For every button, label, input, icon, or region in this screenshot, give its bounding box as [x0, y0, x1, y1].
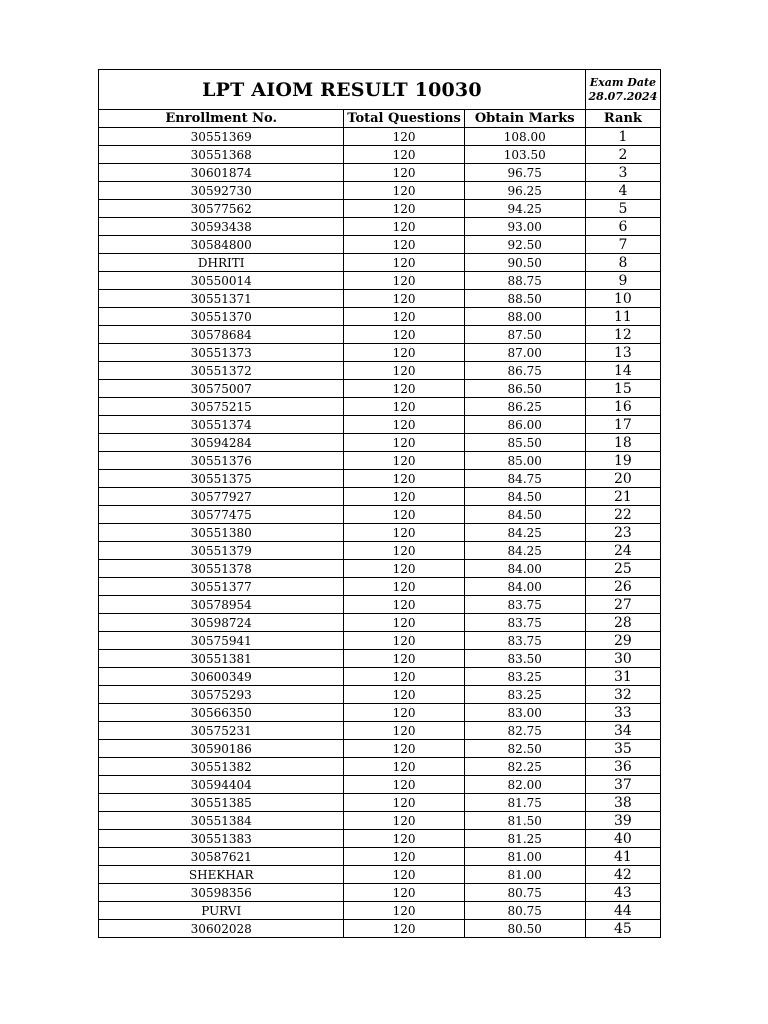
rank-cell: 43 — [585, 884, 660, 902]
total-questions-cell: 120 — [344, 830, 464, 848]
rank-cell: 39 — [585, 812, 660, 830]
total-questions-cell: 120 — [344, 164, 464, 182]
rank-cell: 13 — [585, 344, 660, 362]
total-questions-cell: 120 — [344, 236, 464, 254]
enrollment-cell: 30551371 — [99, 290, 344, 308]
column-header-row — [99, 110, 661, 128]
table-row — [99, 902, 661, 920]
enrollment-cell: 30551381 — [99, 650, 344, 668]
total-questions-cell: 120 — [344, 866, 464, 884]
rank-cell: 14 — [585, 362, 660, 380]
total-questions-cell: 120 — [344, 470, 464, 488]
obtain-marks-cell: 84.25 — [464, 524, 585, 542]
obtain-marks-cell: 84.50 — [464, 488, 585, 506]
obtain-marks-cell: 86.00 — [464, 416, 585, 434]
total-questions-cell: 120 — [344, 254, 464, 272]
total-questions-cell: 120 — [344, 614, 464, 632]
total-questions-cell: 120 — [344, 344, 464, 362]
obtain-marks-cell: 83.75 — [464, 596, 585, 614]
enrollment-cell: 30575007 — [99, 380, 344, 398]
rank-cell: 6 — [585, 218, 660, 236]
table-row — [99, 524, 661, 542]
obtain-marks-cell: 84.00 — [464, 578, 585, 596]
total-questions-cell: 120 — [344, 182, 464, 200]
exam-date-value: 28.07.2024 — [588, 89, 658, 103]
result-title: LPT AIOM RESULT 10030 — [99, 70, 586, 110]
table-row — [99, 632, 661, 650]
table-row — [99, 254, 661, 272]
enrollment-cell: 30550014 — [99, 272, 344, 290]
enrollment-cell: 30551383 — [99, 830, 344, 848]
enrollment-cell: 30551379 — [99, 542, 344, 560]
enrollment-cell: 30551384 — [99, 812, 344, 830]
enrollment-cell: 30593438 — [99, 218, 344, 236]
table-row — [99, 434, 661, 452]
enrollment-cell: 30578954 — [99, 596, 344, 614]
exam-date-cell — [585, 70, 660, 110]
total-questions-cell: 120 — [344, 380, 464, 398]
table-row — [99, 470, 661, 488]
obtain-marks-cell: 96.75 — [464, 164, 585, 182]
rank-cell: 32 — [585, 686, 660, 704]
table-row — [99, 866, 661, 884]
total-questions-cell: 120 — [344, 560, 464, 578]
title-row — [99, 70, 661, 110]
obtain-marks-cell: 81.00 — [464, 866, 585, 884]
total-questions-cell: 120 — [344, 434, 464, 452]
table-row — [99, 398, 661, 416]
table-row — [99, 740, 661, 758]
enrollment-cell: 30551368 — [99, 146, 344, 164]
enrollment-cell: 30587621 — [99, 848, 344, 866]
total-questions-cell: 120 — [344, 416, 464, 434]
obtain-marks-cell: 86.25 — [464, 398, 585, 416]
enrollment-cell: 30551374 — [99, 416, 344, 434]
enrollment-cell: 30551373 — [99, 344, 344, 362]
enrollment-cell: 30575231 — [99, 722, 344, 740]
enrollment-cell: 30590186 — [99, 740, 344, 758]
rank-cell: 9 — [585, 272, 660, 290]
total-questions-cell: 120 — [344, 902, 464, 920]
total-questions-cell: 120 — [344, 596, 464, 614]
rank-cell: 34 — [585, 722, 660, 740]
rank-cell: 41 — [585, 848, 660, 866]
table-row — [99, 758, 661, 776]
table-row — [99, 218, 661, 236]
table-row — [99, 848, 661, 866]
obtain-marks-cell: 90.50 — [464, 254, 585, 272]
total-questions-cell: 120 — [344, 200, 464, 218]
total-questions-cell: 120 — [344, 524, 464, 542]
table-row — [99, 272, 661, 290]
table-row — [99, 146, 661, 164]
table-row — [99, 164, 661, 182]
exam-date-label: Exam Date — [589, 75, 657, 89]
total-questions-cell: 120 — [344, 722, 464, 740]
enrollment-cell: 30602028 — [99, 920, 344, 938]
obtain-marks-cell: 94.25 — [464, 200, 585, 218]
enrollment-cell: 30577475 — [99, 506, 344, 524]
total-questions-cell: 120 — [344, 758, 464, 776]
total-questions-cell: 120 — [344, 218, 464, 236]
total-questions-cell: 120 — [344, 920, 464, 938]
enrollment-cell: 30584800 — [99, 236, 344, 254]
rank-cell: 26 — [585, 578, 660, 596]
column-header-rank: Rank — [585, 110, 660, 128]
rank-cell: 31 — [585, 668, 660, 686]
enrollment-cell: 30551375 — [99, 470, 344, 488]
enrollment-cell: 30575293 — [99, 686, 344, 704]
obtain-marks-cell: 83.00 — [464, 704, 585, 722]
table-row — [99, 362, 661, 380]
enrollment-cell: 30551372 — [99, 362, 344, 380]
obtain-marks-cell: 81.75 — [464, 794, 585, 812]
rank-cell: 20 — [585, 470, 660, 488]
table-row — [99, 200, 661, 218]
enrollment-cell: 30575941 — [99, 632, 344, 650]
obtain-marks-cell: 108.00 — [464, 128, 585, 146]
rank-cell: 44 — [585, 902, 660, 920]
rank-cell: 36 — [585, 758, 660, 776]
total-questions-cell: 120 — [344, 776, 464, 794]
rank-cell: 38 — [585, 794, 660, 812]
rank-cell: 27 — [585, 596, 660, 614]
rank-cell: 4 — [585, 182, 660, 200]
enrollment-cell: 30592730 — [99, 182, 344, 200]
rank-cell: 8 — [585, 254, 660, 272]
rank-cell: 12 — [585, 326, 660, 344]
table-row — [99, 650, 661, 668]
enrollment-cell: 30551385 — [99, 794, 344, 812]
total-questions-cell: 120 — [344, 146, 464, 164]
table-row — [99, 830, 661, 848]
table-row — [99, 776, 661, 794]
rank-cell: 33 — [585, 704, 660, 722]
obtain-marks-cell: 83.75 — [464, 614, 585, 632]
enrollment-cell: 30551377 — [99, 578, 344, 596]
total-questions-cell: 120 — [344, 128, 464, 146]
table-row — [99, 452, 661, 470]
total-questions-cell: 120 — [344, 884, 464, 902]
total-questions-cell: 120 — [344, 362, 464, 380]
enrollment-cell: SHEKHAR — [99, 866, 344, 884]
table-row — [99, 560, 661, 578]
rank-cell: 21 — [585, 488, 660, 506]
table-row — [99, 308, 661, 326]
rank-cell: 17 — [585, 416, 660, 434]
total-questions-cell: 120 — [344, 794, 464, 812]
enrollment-cell: 30551376 — [99, 452, 344, 470]
rank-cell: 11 — [585, 308, 660, 326]
enrollment-cell: 30551378 — [99, 560, 344, 578]
column-header-enrollment: Enrollment No. — [99, 110, 344, 128]
rank-cell: 2 — [585, 146, 660, 164]
rank-cell: 15 — [585, 380, 660, 398]
table-row — [99, 506, 661, 524]
enrollment-cell: 30551369 — [99, 128, 344, 146]
table-row — [99, 416, 661, 434]
table-row — [99, 380, 661, 398]
rank-cell: 37 — [585, 776, 660, 794]
rank-cell: 22 — [585, 506, 660, 524]
obtain-marks-cell: 82.25 — [464, 758, 585, 776]
enrollment-cell: 30598724 — [99, 614, 344, 632]
rank-cell: 28 — [585, 614, 660, 632]
obtain-marks-cell: 81.25 — [464, 830, 585, 848]
obtain-marks-cell: 82.00 — [464, 776, 585, 794]
obtain-marks-cell: 81.00 — [464, 848, 585, 866]
obtain-marks-cell: 85.00 — [464, 452, 585, 470]
rank-cell: 18 — [585, 434, 660, 452]
table-row — [99, 812, 661, 830]
table-row — [99, 326, 661, 344]
obtain-marks-cell: 83.25 — [464, 668, 585, 686]
obtain-marks-cell: 84.25 — [464, 542, 585, 560]
table-row — [99, 128, 661, 146]
column-header-obtain-marks: Obtain Marks — [464, 110, 585, 128]
obtain-marks-cell: 83.75 — [464, 632, 585, 650]
total-questions-cell: 120 — [344, 506, 464, 524]
obtain-marks-cell: 83.25 — [464, 686, 585, 704]
obtain-marks-cell: 80.75 — [464, 902, 585, 920]
rank-cell: 35 — [585, 740, 660, 758]
total-questions-cell: 120 — [344, 398, 464, 416]
enrollment-cell: PURVI — [99, 902, 344, 920]
total-questions-cell: 120 — [344, 632, 464, 650]
total-questions-cell: 120 — [344, 668, 464, 686]
enrollment-cell: 30551382 — [99, 758, 344, 776]
obtain-marks-cell: 84.50 — [464, 506, 585, 524]
obtain-marks-cell: 83.50 — [464, 650, 585, 668]
rank-cell: 42 — [585, 866, 660, 884]
total-questions-cell: 120 — [344, 542, 464, 560]
obtain-marks-cell: 88.75 — [464, 272, 585, 290]
table-row — [99, 794, 661, 812]
rank-cell: 24 — [585, 542, 660, 560]
table-row — [99, 488, 661, 506]
enrollment-cell: 30575215 — [99, 398, 344, 416]
table-row — [99, 614, 661, 632]
obtain-marks-cell: 86.50 — [464, 380, 585, 398]
total-questions-cell: 120 — [344, 650, 464, 668]
enrollment-cell: 30601874 — [99, 164, 344, 182]
rank-cell: 7 — [585, 236, 660, 254]
total-questions-cell: 120 — [344, 488, 464, 506]
rank-cell: 45 — [585, 920, 660, 938]
total-questions-cell: 120 — [344, 686, 464, 704]
rank-cell: 10 — [585, 290, 660, 308]
rank-cell: 40 — [585, 830, 660, 848]
obtain-marks-cell: 86.75 — [464, 362, 585, 380]
total-questions-cell: 120 — [344, 326, 464, 344]
table-row — [99, 596, 661, 614]
enrollment-cell: 30566350 — [99, 704, 344, 722]
enrollment-cell: 30594404 — [99, 776, 344, 794]
total-questions-cell: 120 — [344, 272, 464, 290]
enrollment-cell: 30551380 — [99, 524, 344, 542]
obtain-marks-cell: 80.50 — [464, 920, 585, 938]
total-questions-cell: 120 — [344, 848, 464, 866]
enrollment-cell: 30551370 — [99, 308, 344, 326]
enrollment-cell: 30578684 — [99, 326, 344, 344]
total-questions-cell: 120 — [344, 704, 464, 722]
result-table-body — [99, 70, 661, 938]
obtain-marks-cell: 82.50 — [464, 740, 585, 758]
total-questions-cell: 120 — [344, 290, 464, 308]
obtain-marks-cell: 87.50 — [464, 326, 585, 344]
obtain-marks-cell: 88.00 — [464, 308, 585, 326]
table-row — [99, 344, 661, 362]
total-questions-cell: 120 — [344, 578, 464, 596]
obtain-marks-cell: 81.50 — [464, 812, 585, 830]
obtain-marks-cell: 84.00 — [464, 560, 585, 578]
table-row — [99, 236, 661, 254]
table-row — [99, 290, 661, 308]
obtain-marks-cell: 92.50 — [464, 236, 585, 254]
table-row — [99, 182, 661, 200]
total-questions-cell: 120 — [344, 740, 464, 758]
obtain-marks-cell: 93.00 — [464, 218, 585, 236]
obtain-marks-cell: 103.50 — [464, 146, 585, 164]
rank-cell: 5 — [585, 200, 660, 218]
rank-cell: 3 — [585, 164, 660, 182]
total-questions-cell: 120 — [344, 812, 464, 830]
table-row — [99, 884, 661, 902]
obtain-marks-cell: 96.25 — [464, 182, 585, 200]
table-row — [99, 920, 661, 938]
table-row — [99, 704, 661, 722]
rank-cell: 16 — [585, 398, 660, 416]
rank-cell: 29 — [585, 632, 660, 650]
rank-cell: 25 — [585, 560, 660, 578]
table-row — [99, 686, 661, 704]
result-table — [98, 69, 661, 938]
enrollment-cell: 30600349 — [99, 668, 344, 686]
rank-cell: 23 — [585, 524, 660, 542]
table-row — [99, 542, 661, 560]
table-row — [99, 578, 661, 596]
obtain-marks-cell: 88.50 — [464, 290, 585, 308]
enrollment-cell: DHRITI — [99, 254, 344, 272]
table-row — [99, 668, 661, 686]
enrollment-cell: 30577562 — [99, 200, 344, 218]
total-questions-cell: 120 — [344, 308, 464, 326]
obtain-marks-cell: 85.50 — [464, 434, 585, 452]
enrollment-cell: 30577927 — [99, 488, 344, 506]
total-questions-cell: 120 — [344, 452, 464, 470]
table-row — [99, 722, 661, 740]
obtain-marks-cell: 80.75 — [464, 884, 585, 902]
enrollment-cell: 30598356 — [99, 884, 344, 902]
obtain-marks-cell: 84.75 — [464, 470, 585, 488]
enrollment-cell: 30594284 — [99, 434, 344, 452]
column-header-total-questions: Total Questions — [344, 110, 464, 128]
rank-cell: 30 — [585, 650, 660, 668]
obtain-marks-cell: 87.00 — [464, 344, 585, 362]
obtain-marks-cell: 82.75 — [464, 722, 585, 740]
rank-cell: 19 — [585, 452, 660, 470]
rank-cell: 1 — [585, 128, 660, 146]
